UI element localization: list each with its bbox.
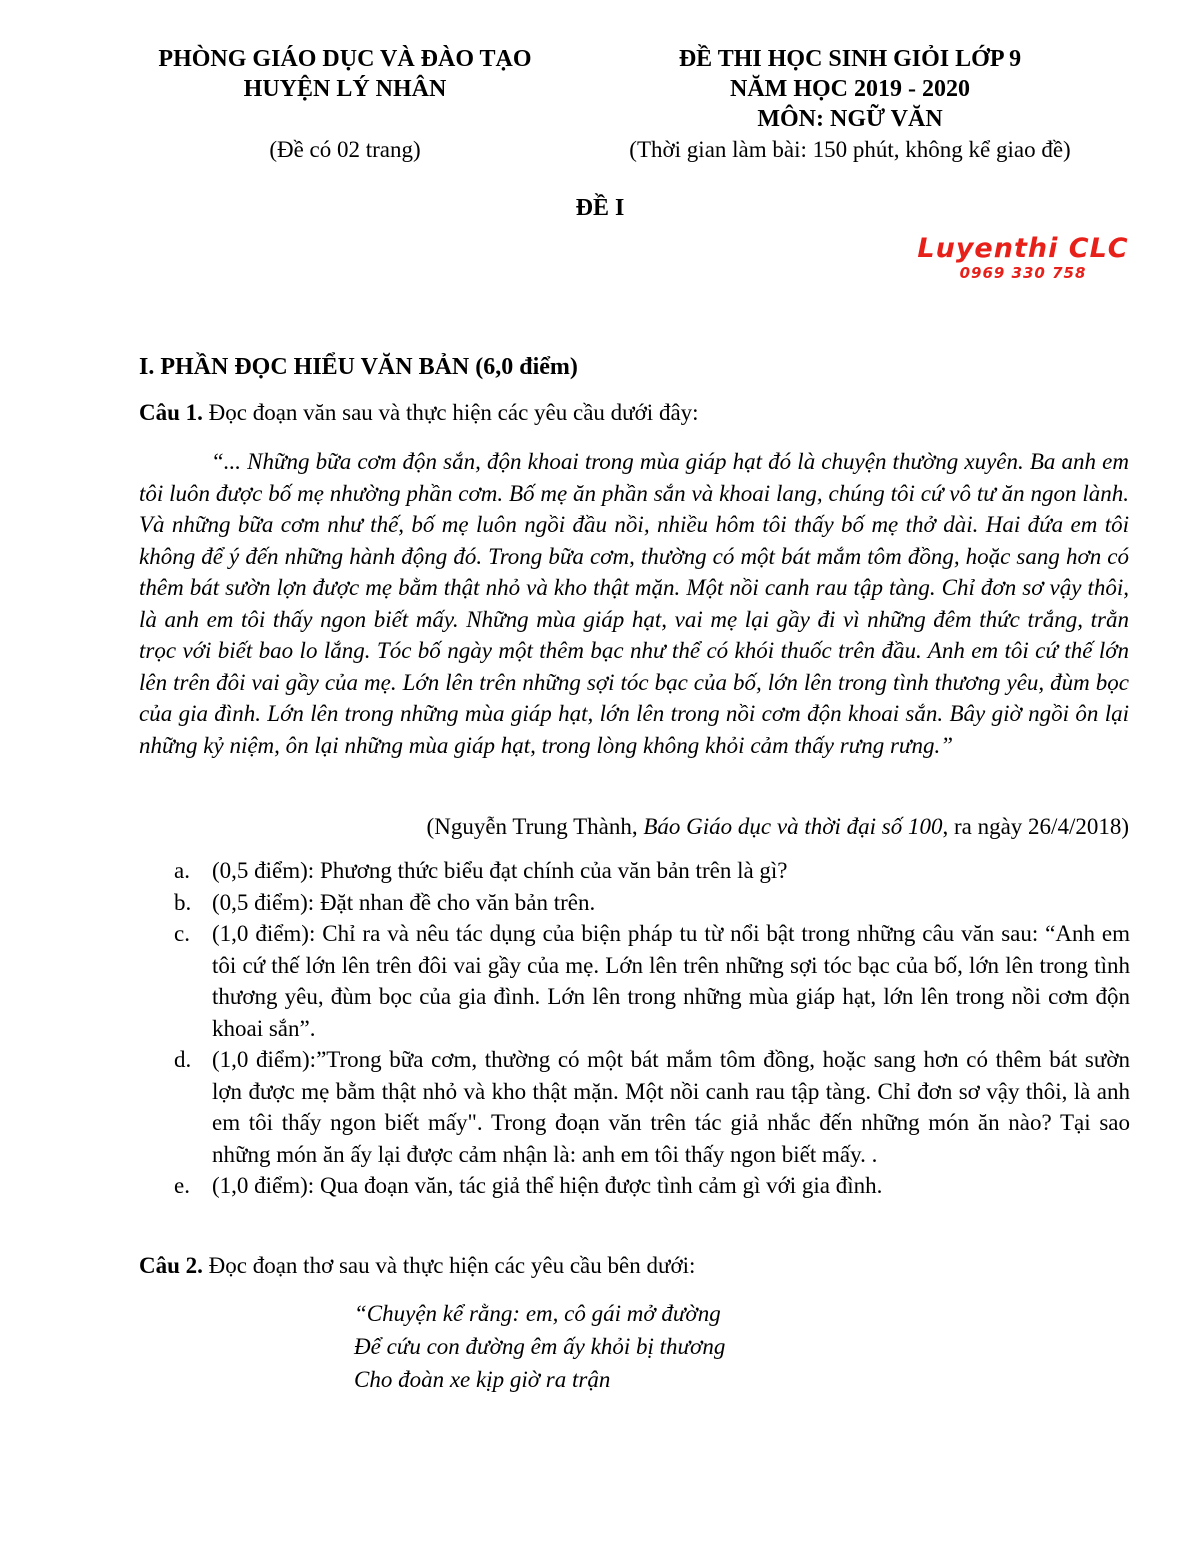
question-1-tasks <box>172 855 1130 1202</box>
task-marker: c. <box>174 921 190 946</box>
watermark-logo <box>908 234 1138 282</box>
page-count-note: (Đề có 02 trang) <box>269 137 421 162</box>
watermark-phone: 0969 330 758 <box>959 264 1087 282</box>
task-item <box>172 1044 1130 1170</box>
poem-line: Cho đoàn xe kịp giờ ra trận <box>354 1367 611 1392</box>
task-text: (1,0 điểm): Chỉ ra và nêu tác dụng của biện pháp tu từ nổi bật trong những câu văn sau: “Anh em tôi cứ thế lớn lên trên đôi vai gầy của mẹ. Lớn lên trên những sợi tóc bạc của bố, lớn lên trong tình thương yêu, đùm bọc của gia đình. Lớn lên trong những mùa giáp hạt, lớn lên trong nồi cơm độn khoai sắn”. <box>212 921 1130 1041</box>
district-name: HUYỆN LÝ NHÂN <box>243 76 447 102</box>
task-marker: e. <box>174 1173 190 1198</box>
task-marker: b. <box>174 889 192 915</box>
watermark-name: Luyenthi CLC <box>917 233 1129 264</box>
exam-code: ĐỀ I <box>575 195 625 221</box>
question-1-prompt <box>139 397 1139 428</box>
source-prefix: (Nguyễn Trung Thành, <box>426 814 644 839</box>
task-item <box>172 918 1130 1044</box>
question-2-label: Câu 2. <box>139 1253 203 1278</box>
time-note: (Thời gian làm bài: 150 phút, không kể giao đề) <box>629 137 1071 162</box>
task-marker: d. <box>174 1047 192 1072</box>
task-text: (0,5 điểm): Phương thức biểu đạt chính của văn bản trên là gì? <box>212 858 788 883</box>
source-suffix: , ra ngày 26/4/2018) <box>942 814 1129 839</box>
poem-line: “Chuyện kể rằng: em, cô gái mở đường <box>354 1301 721 1326</box>
task-marker: a. <box>174 858 190 883</box>
source-publication: Báo Giáo dục và thời đại số 100 <box>643 814 943 839</box>
poem-line: Để cứu con đường êm ấy khỏi bị thương <box>354 1334 726 1359</box>
header-right <box>570 44 1130 165</box>
task-item <box>172 887 1130 919</box>
question-1-label: Câu 1. <box>139 400 203 425</box>
task-text: (1,0 điểm):”Trong bữa cơm, thường có một bát mắm tôm đồng, hoặc sang hơn có thêm bát sườn lợn được mẹ bằm thật nhỏ và kho thật mặn. Một nồi canh rau tập tàng. Chỉ đơn sơ vậy thôi, là anh em tôi thấy ngon biết mấy". Trong đoạn văn trên tác giả nhắc đến những món ăn nào? Tại sao những món ăn ấy lại được cảm nhận là: anh em tôi thấy ngon biết mấy. . <box>212 1047 1130 1167</box>
task-text: (0,5 điểm): Đặt nhan đề cho văn bản trên. <box>212 889 596 915</box>
task-item <box>172 855 1130 887</box>
school-year: NĂM HỌC 2019 - 2020 <box>730 76 970 102</box>
section-heading: I. PHẦN ĐỌC HIỂU VĂN BẢN (6,0 điểm) <box>139 354 578 380</box>
department-name: PHÒNG GIÁO DỤC VÀ ĐÀO TẠO <box>158 46 532 72</box>
poem-excerpt <box>354 1297 725 1396</box>
task-item <box>172 1170 1130 1202</box>
task-text: (1,0 điểm): Qua đoạn văn, tác giả thể hiện được tình cảm gì với gia đình. <box>212 1173 883 1198</box>
question-2-text: Đọc đoạn thơ sau và thực hiện các yêu cầu bên dưới: <box>202 1253 696 1278</box>
passage-source <box>139 811 1129 842</box>
question-2-prompt <box>139 1250 1139 1281</box>
subject: MÔN: NGỮ VĂN <box>757 106 943 132</box>
header-left <box>110 44 580 165</box>
exam-title: ĐỀ THI HỌC SINH GIỎI LỚP 9 <box>678 46 1022 72</box>
reading-passage: “... Những bữa cơm độn sắn, độn khoai trong mùa giáp hạt đó là chuyện thường xuyên. Ba anh em tôi luôn được bố mẹ nhường phần cơm. Bố mẹ ăn phần sắn và khoai lang, chúng tôi cứ vô tư ăn ngon lành. Và những bữa cơm như thế, bố mẹ luôn ngồi đầu nồi, nhiều hôm tôi thấy bố mẹ thở dài. Hai đứa em tôi không để ý đến những hành động đó. Trong bữa cơm, thường có một bát mắm tôm đồng, hoặc sang hơn có thêm bát sườn lợn được mẹ bằm thật nhỏ và kho thật mặn. Một nồi canh rau tập tàng. Chỉ đơn sơ vậy thôi, là anh em tôi thấy ngon biết mấy. Những mùa giáp hạt, vai mẹ lại gầy đi vì những đêm thức trắng, trằn trọc với biết bao lo lắng. Tóc bố ngày một thêm bạc như thể có khói thuốc trên đầu. Anh em tôi cứ thế lớn lên trên đôi vai gầy của mẹ. Lớn lên trên những sợi tóc bạc của bố, lớn lên trong tình thương yêu, đùm bọc của gia đình. Lớn lên trong những mùa giáp hạt, lớn lên trong nồi cơm độn khoai sắn. Bây giờ ngồi ôn lại những kỷ niệm, ôn lại những mùa giáp hạt, trong lòng không khỏi cảm thấy rưng rưng.” <box>139 449 1129 758</box>
question-1-text: Đọc đoạn văn sau và thực hiện các yêu cầu dưới đây: <box>202 400 699 425</box>
